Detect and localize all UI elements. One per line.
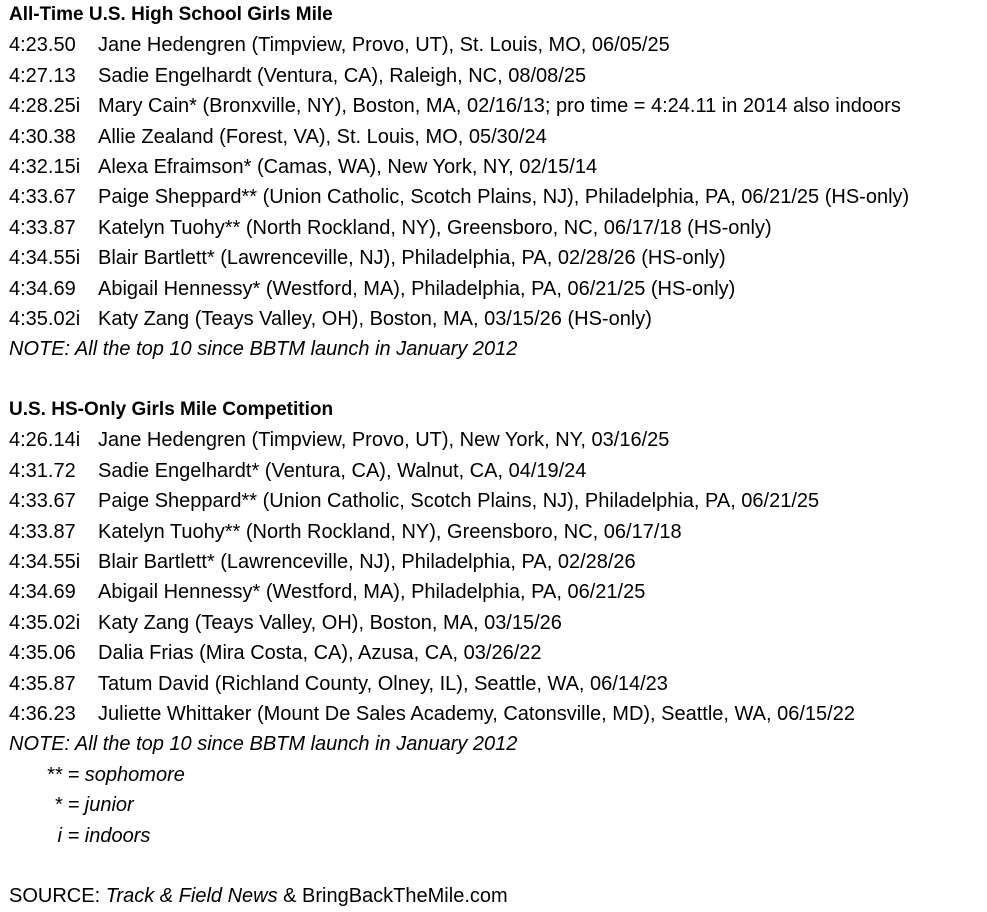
- list-item: [9, 304, 987, 334]
- legend-meaning: = junior: [67, 794, 134, 817]
- athlete-details: Sadie Engelhardt (Ventura, CA), Raleigh, NC, 08/08/25: [98, 64, 587, 87]
- list-item: [9, 608, 987, 638]
- section-heading-hs-only: U.S. HS-Only Girls Mile Competition: [9, 399, 334, 421]
- source-prefix: SOURCE:: [9, 885, 106, 908]
- section-heading-all-time: All-Time U.S. High School Girls Mile: [9, 4, 333, 25]
- list-item: [9, 122, 987, 152]
- legend-symbol: i: [57, 824, 62, 847]
- list-item: [9, 274, 987, 304]
- list-item: [9, 91, 987, 121]
- athlete-details: Abigail Hennessy* (Westford, MA), Philadelphia, PA, 06/21/25 (HS-only): [98, 277, 736, 300]
- athlete-details: Jane Hedengren (Timpview, Provo, UT), St. Louis, MO, 06/05/25: [98, 34, 670, 57]
- list-item: [9, 699, 987, 729]
- legend-symbol: *: [54, 794, 62, 817]
- athlete-details: Jane Hedengren (Timpview, Provo, UT), New York, NY, 03/16/25: [98, 429, 670, 452]
- list-item: [9, 243, 987, 273]
- athlete-details: Alexa Efraimson* (Camas, WA), New York, NY, 02/15/14: [98, 155, 598, 178]
- mile-time: 4:33.87: [9, 520, 76, 543]
- athlete-details: Katy Zang (Teays Valley, OH), Boston, MA, 03/15/26: [98, 611, 562, 634]
- athlete-details: Mary Cain* (Bronxville, NY), Boston, MA, 02/16/13; pro time = 4:24.11 in 2014 also indoors: [98, 95, 901, 118]
- legend-meaning: = indoors: [67, 824, 151, 847]
- list-item: [9, 182, 987, 212]
- list-item: [9, 152, 987, 182]
- athlete-details: Juliette Whittaker (Mount De Sales Academy, Catonsville, MD), Seattle, WA, 06/15/22: [98, 702, 855, 725]
- source-suffix: & BringBackTheMile.com: [277, 885, 508, 908]
- mile-time: 4:35.02i: [9, 611, 81, 634]
- list-item: [9, 669, 987, 699]
- athlete-details: Abigail Hennessy* (Westford, MA), Philadelphia, PA, 06/21/25: [98, 581, 646, 604]
- athlete-details: Allie Zealand (Forest, VA), St. Louis, MO, 05/30/24: [98, 125, 547, 148]
- legend-indoors: [9, 821, 987, 851]
- mile-time: 4:33.67: [9, 186, 76, 209]
- mile-time: 4:28.25i: [9, 95, 81, 118]
- mile-time: 4:26.14i: [9, 429, 81, 452]
- mile-time: 4:34.55i: [9, 551, 81, 574]
- spacer: [9, 851, 987, 881]
- mile-time: 4:32.15i: [9, 155, 81, 178]
- athlete-details: Tatum David (Richland County, Olney, IL), Seattle, WA, 06/14/23: [98, 672, 668, 695]
- list-item: [9, 547, 987, 577]
- legend-junior: [9, 790, 987, 820]
- mile-time: 4:33.87: [9, 216, 76, 239]
- athlete-details: Paige Sheppard** (Union Catholic, Scotch Plains, NJ), Philadelphia, PA, 06/21/25: [98, 490, 820, 513]
- list-item: [9, 577, 987, 607]
- list-item: [9, 425, 987, 455]
- mile-time: 4:33.67: [9, 490, 76, 513]
- mile-time: 4:31.72: [9, 459, 76, 482]
- source-line: [9, 881, 987, 911]
- legend-symbol: **: [46, 763, 62, 786]
- athlete-details: Katy Zang (Teays Valley, OH), Boston, MA, 03/15/26 (HS-only): [98, 307, 652, 330]
- athlete-details: Paige Sheppard** (Union Catholic, Scotch Plains, NJ), Philadelphia, PA, 06/21/25 (HS-only): [98, 186, 910, 209]
- list-item: [9, 30, 987, 60]
- legend-meaning: = sophomore: [67, 763, 185, 786]
- mile-time: 4:35.87: [9, 672, 76, 695]
- athlete-details: Sadie Engelhardt* (Ventura, CA), Walnut, CA, 04/19/24: [98, 459, 587, 482]
- list-item: [9, 456, 987, 486]
- source-publication: Track & Field News: [105, 885, 278, 908]
- mile-time: 4:34.69: [9, 277, 76, 300]
- list-item: [9, 213, 987, 243]
- mile-time: 4:23.50: [9, 34, 76, 57]
- mile-time: 4:30.38: [9, 125, 76, 148]
- list-item: [9, 61, 987, 91]
- athlete-details: Blair Bartlett* (Lawrenceville, NJ), Philadelphia, PA, 02/28/26 (HS-only): [98, 247, 726, 270]
- list-item: [9, 638, 987, 668]
- athlete-details: Katelyn Tuohy** (North Rockland, NY), Greensboro, NC, 06/17/18: [98, 520, 682, 543]
- section-note: NOTE: All the top 10 since BBTM launch in January 2012: [9, 338, 518, 361]
- mile-time: 4:34.55i: [9, 247, 81, 270]
- mile-time: 4:36.23: [9, 702, 76, 725]
- mile-time: 4:27.13: [9, 64, 76, 87]
- athlete-details: Dalia Frias (Mira Costa, CA), Azusa, CA, 03/26/22: [98, 642, 542, 665]
- athlete-details: Katelyn Tuohy** (North Rockland, NY), Greensboro, NC, 06/17/18 (HS-only): [98, 216, 772, 239]
- section-note: NOTE: All the top 10 since BBTM launch in January 2012: [9, 733, 518, 756]
- spacer: [9, 365, 987, 395]
- mile-time: 4:34.69: [9, 581, 76, 604]
- mile-time: 4:35.02i: [9, 307, 81, 330]
- athlete-details: Blair Bartlett* (Lawrenceville, NJ), Philadelphia, PA, 02/28/26: [98, 551, 636, 574]
- legend-sophomore: [9, 760, 987, 790]
- mile-time: 4:35.06: [9, 642, 76, 665]
- list-item: [9, 517, 987, 547]
- list-item: [9, 486, 987, 516]
